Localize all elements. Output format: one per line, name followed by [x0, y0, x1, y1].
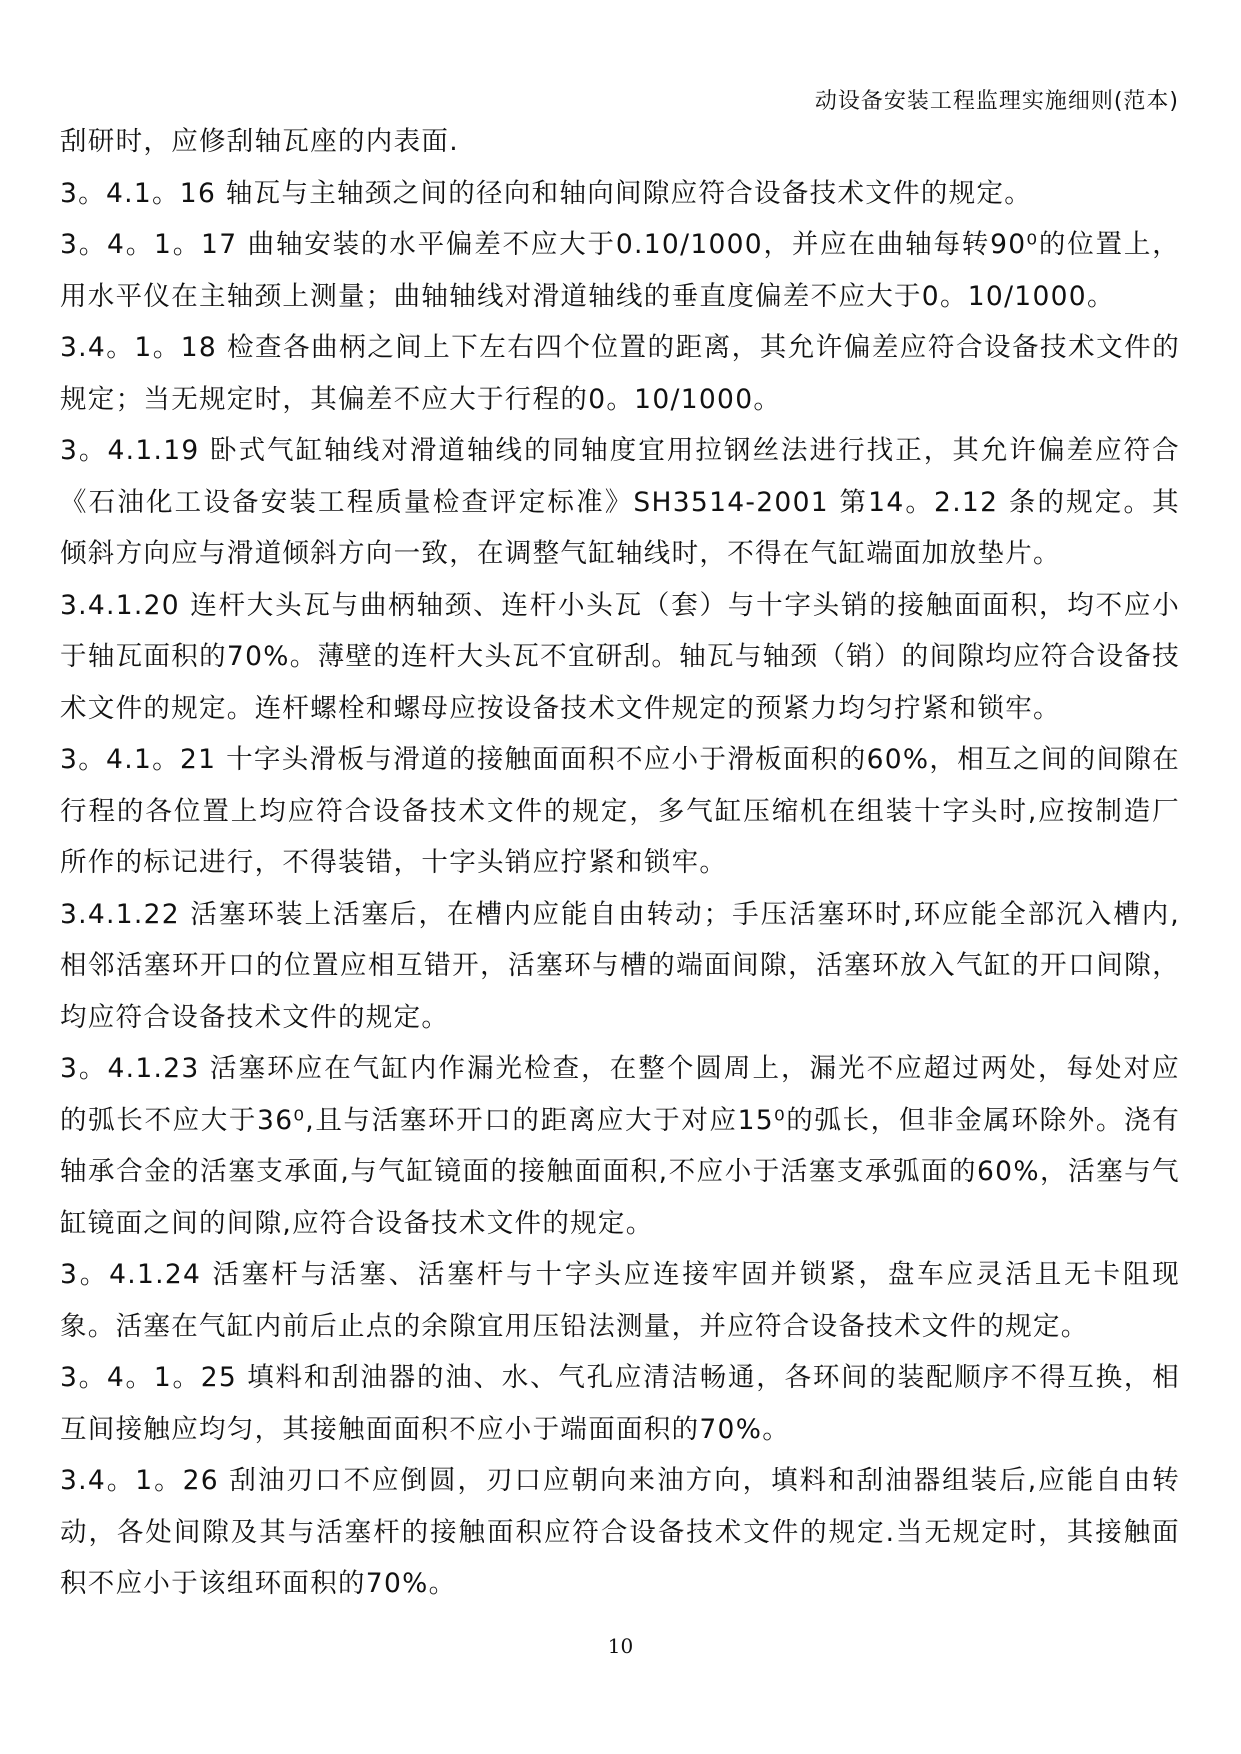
paragraph: 3。4.1。21 十字头滑板与滑道的接触面面积不应小于滑板面积的60%，相互之间的间隙在行程的各位置上均应符合设备技术文件的规定，多气缸压缩机在组装十字头时,应按制造厂所作的标记进行，不得装错，十字头销应拧紧和锁牢。: [60, 744, 1180, 878]
paragraph: 3。4。1。17 曲轴安装的水平偏差不应大于0.10/1000，并应在曲轴每转90⁰的位置上，用水平仪在主轴颈上测量；曲轴轴线对滑道轴线的垂直度偏差不应大于0。10/1000。: [60, 229, 1180, 312]
paragraph: 刮研时，应修刮轴瓦座的内表面.: [60, 126, 459, 157]
paragraph: 3.4。1。26 刮油刃口不应倒圆，刃口应朝向来油方向，填料和刮油器组装后,应能自由转动，各处间隙及其与活塞杆的接触面积应符合设备技术文件的规定.当无规定时，其接触面积不应小于该组环面积的70%。: [60, 1465, 1180, 1599]
paragraph: 3。4.1。16 轴瓦与主轴颈之间的径向和轴向间隙应符合设备技术文件的规定。: [60, 177, 1033, 209]
paragraph: 3.4。1。18 检查各曲柄之间上下左右四个位置的距离，其允许偏差应符合设备技术文件的规定；当无规定时，其偏差不应大于行程的0。10/1000。: [60, 332, 1180, 415]
paragraph: 3。4.1.19 卧式气缸轴线对滑道轴线的同轴度宜用拉钢丝法进行找正，其允许偏差应符合《石油化工设备安装工程质量检查评定标准》SH3514-2001 第14。2.12 条的规定。其倾斜方向应与滑道倾斜方向一致，在调整气缸轴线时，不得在气缸端面加放垫片。: [60, 435, 1180, 569]
paragraph: 3。4。1。25 填料和刮油器的油、水、气孔应清洁畅通，各环间的装配顺序不得互换，相互间接触应均匀，其接触面面积不应小于端面面积的70%。: [60, 1362, 1180, 1445]
document-header: 动设备安装工程监理实施细则(范本): [814, 89, 1179, 114]
paragraph: 3.4.1.20 连杆大头瓦与曲柄轴颈、连杆小头瓦（套）与十字头销的接触面面积，均不应小于轴瓦面积的70%。薄壁的连杆大头瓦不宜研刮。轴瓦与轴颈（销）的间隙均应符合设备技术文件的规定。连杆螺栓和螺母应按设备技术文件规定的预紧力均匀拧紧和锁牢。: [60, 589, 1180, 724]
paragraph: 3。4.1.23 活塞环应在气缸内作漏光检查，在整个圆周上，漏光不应超过两处，每处对应的弧长不应大于36⁰,且与活塞环开口的距离应大于对应15⁰的弧长，但非金属环除外。浇有轴承合金的活塞支承面,与气缸镜面的接触面面积,不应小于活塞支承弧面的60%，活塞与气缸镜面之间的间隙,应符合设备技术文件的规定。: [60, 1053, 1180, 1239]
page-number: 10: [607, 1634, 634, 1658]
document-body: [60, 116, 1180, 1610]
paragraph: 3。4.1.24 活塞杆与活塞、活塞杆与十字头应连接牢固并锁紧，盘车应灵活且无卡阻现象。活塞在气缸内前后止点的余隙宜用压铅法测量，并应符合设备技术文件的规定。: [60, 1259, 1180, 1342]
paragraph: 3.4.1.22 活塞环装上活塞后，在槽内应能自由转动；手压活塞环时,环应能全部沉入槽内,相邻活塞环开口的位置应相互错开，活塞环与槽的端面间隙，活塞环放入气缸的开口间隙，均应符合设备技术文件的规定。: [60, 898, 1180, 1033]
